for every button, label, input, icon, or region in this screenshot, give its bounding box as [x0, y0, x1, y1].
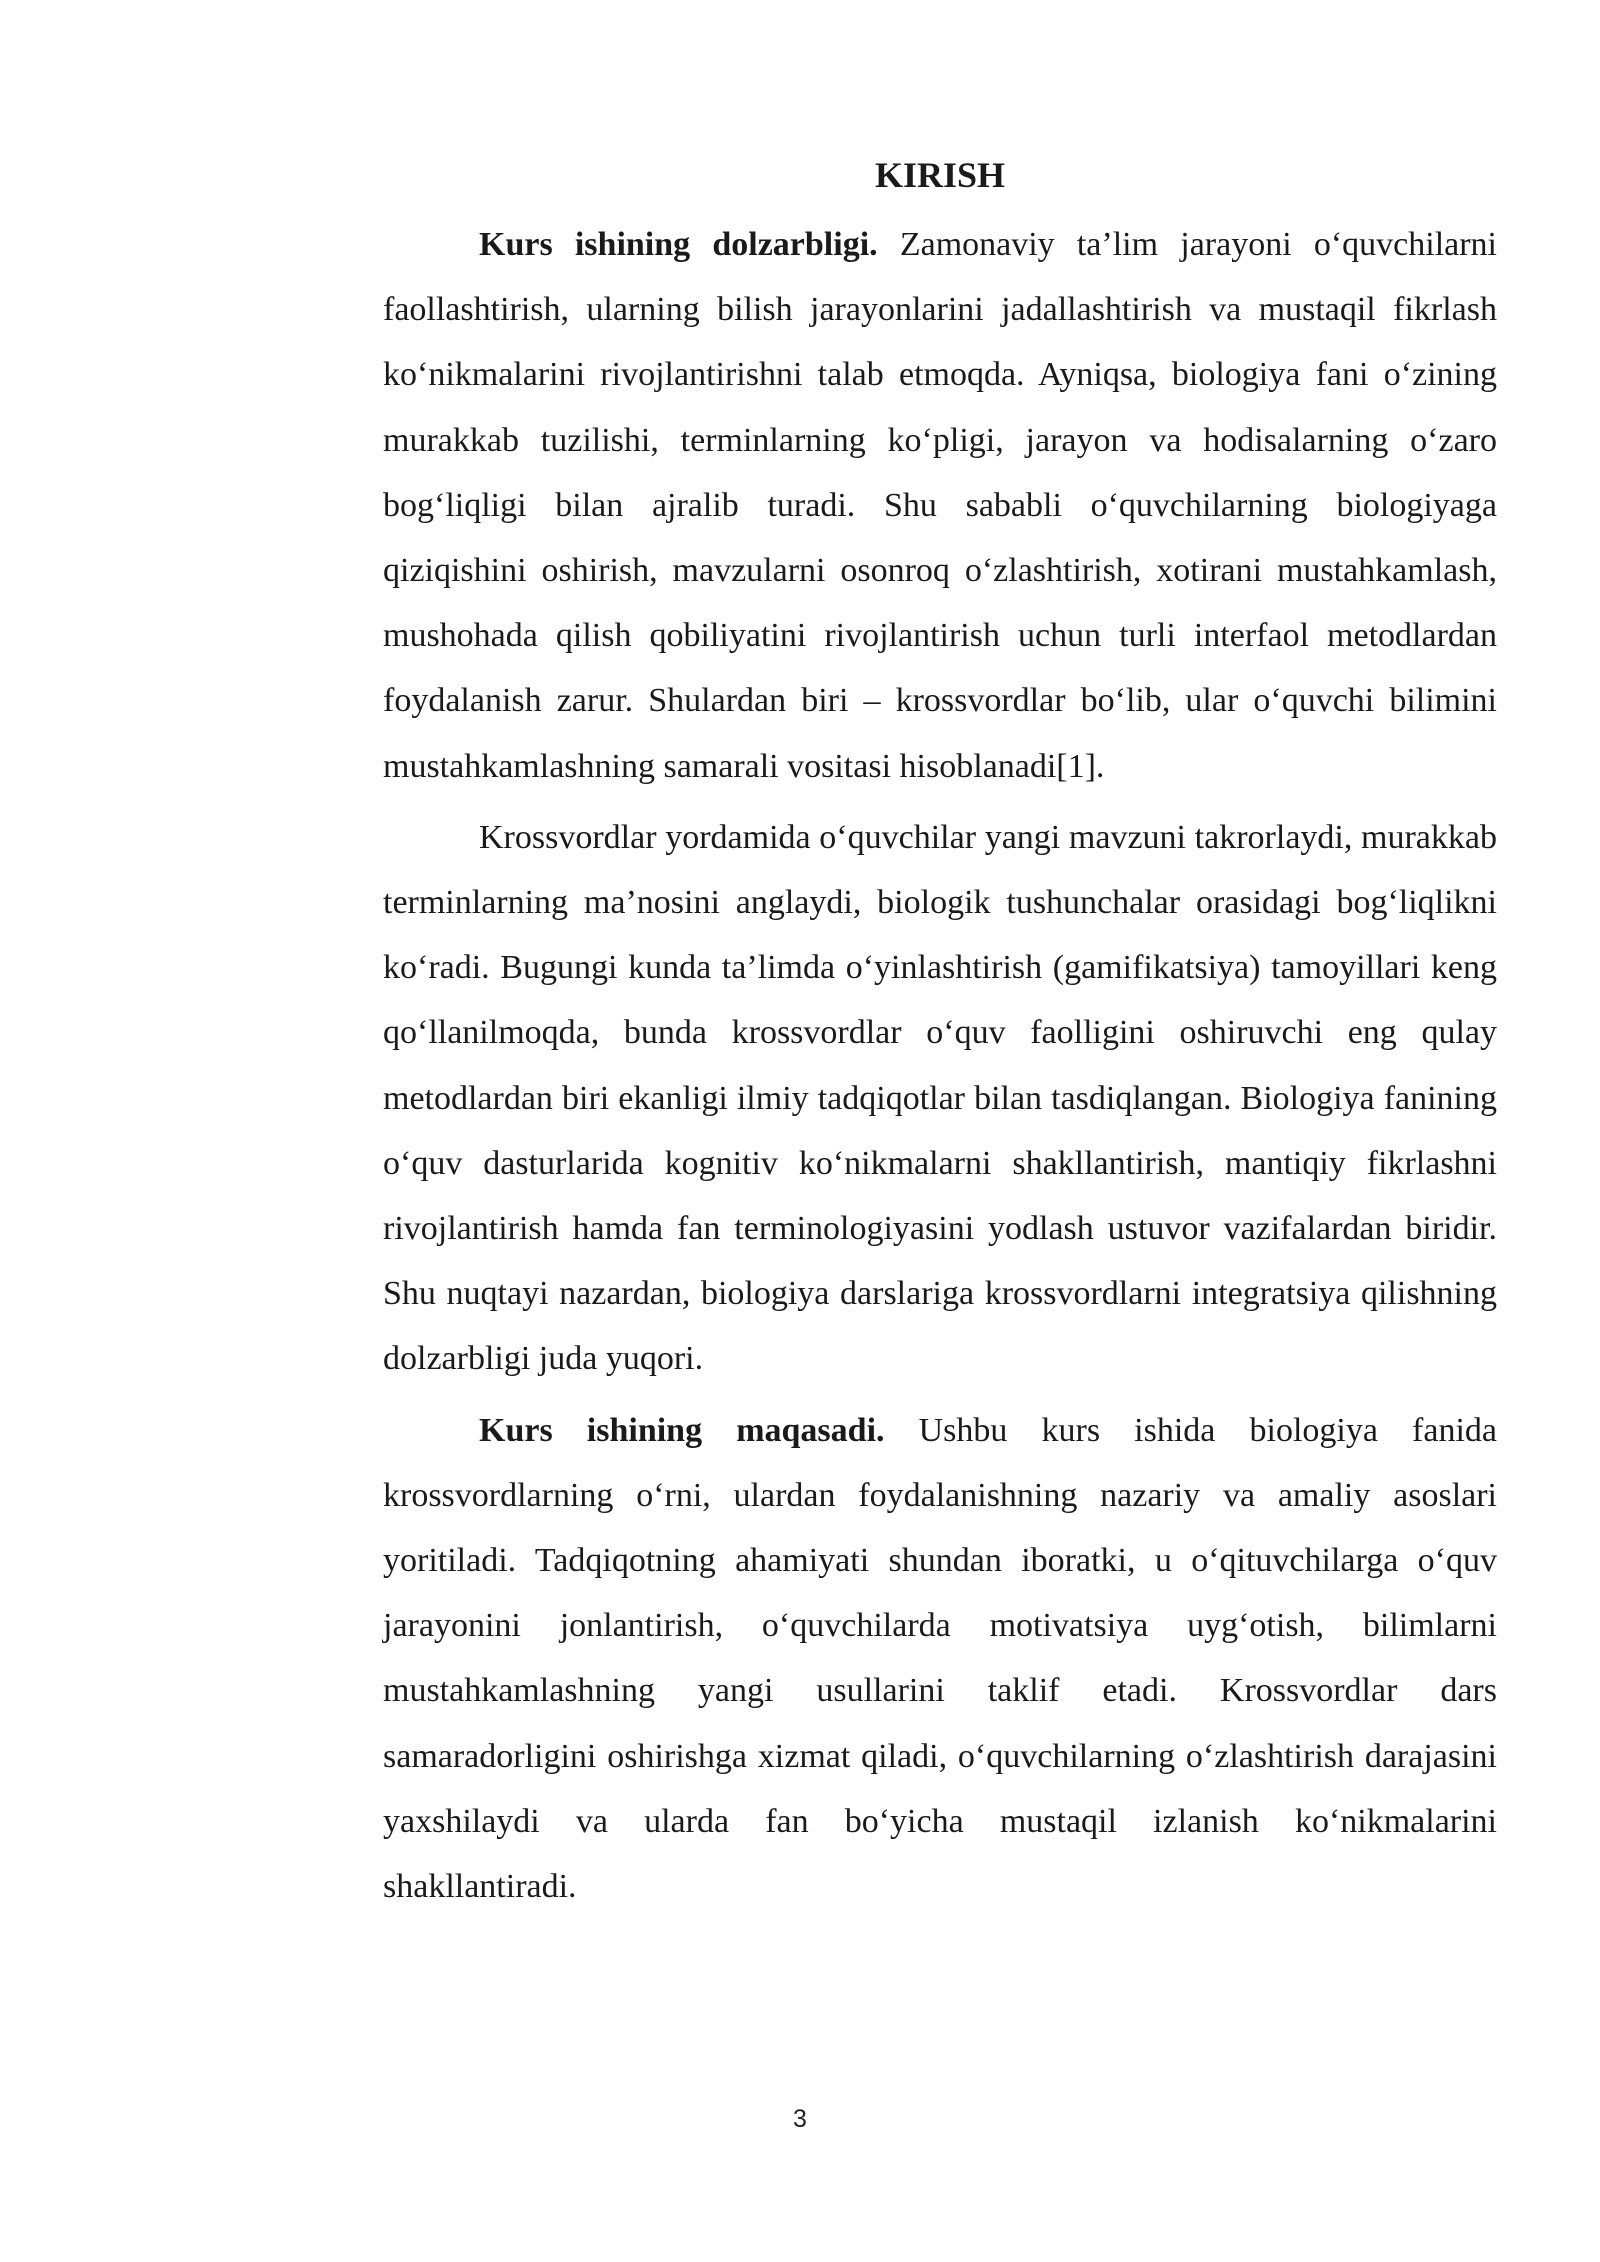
paragraph-relevance: [383, 212, 1497, 799]
paragraph-text: Krossvordlar yordamida o‘quvchilar yangi mavzuni takrorlaydi, murakkab terminlarning ma’nosini anglaydi, biologik tushunchalar orasidagi bog‘liqlikni ko‘radi. Bugungi kunda ta’limda o‘yinlashtirish (gamifikatsiya) tamoyillari keng qo‘llanilmoqda, bunda krossvordlar o‘quv faolligini oshiruvchi eng qulay metodlardan biri ekanligi ilmiy tadqiqotlar bilan tasdiqlangan. Biologiya fanining o‘quv dasturlarida kognitiv ko‘nikmalarni shakllantirish, mantiqiy fikrlashni rivojlantirish hamda fan terminologiyasini yodlash ustuvor vazifalardan biridir. Shu nuqtayi nazardan, biologiya darslariga krossvordlarni integratsiya qilishning dolzarbligi juda yuqori.: [383, 818, 1497, 1378]
document-page: [383, 148, 1497, 1925]
page-number: 3: [793, 2105, 807, 2133]
paragraph-text: Ushbu kurs ishida biologiya fanida krossvordlarning o‘rni, ulardan foydalanishning nazariy va amaliy asoslari yoritiladi. Tadqiqotning ahamiyati shundan iboratki, u o‘qituvchilarga o‘quv jarayonini jonlantirish, o‘quvchilarda motivatsiya uyg‘otish, bilimlarni mustahkamlashning yangi usullarini taklif etadi. Krossvordlar dars samaradorligini oshirishga xizmat qiladi, o‘quvchilarning o‘zlashtirish darajasini yaxshilaydi va ularda fan bo‘yicha mustaqil izlanish ko‘nikmalarini shakllantiradi.: [383, 1411, 1497, 1906]
paragraph-crosswords: [383, 805, 1497, 1392]
paragraph-lead: Kurs ishining dolzarbligi.: [479, 226, 878, 263]
section-heading: KIRISH: [874, 155, 1006, 195]
paragraph-goal: [383, 1398, 1497, 1920]
paragraph-text: Zamonaviy ta’lim jarayoni o‘quvchilarni faollashtirish, ularning bilish jarayonlarini jadallashtirish va mustaqil fikrlash ko‘nikmalarini rivojlantirishni talab etmoqda. Ayniqsa, biologiya fani o‘zining murakkab tuzilishi, terminlarning ko‘pligi, jarayon va hodisalarning o‘zaro bog‘liqligi bilan ajralib turadi. Shu sababli o‘quvchilarning biologiyaga qiziqishini oshirish, mavzularni osonroq o‘zlashtirish, xotirani mustahkamlash, mushohada qilish qobiliyatini rivojlantirish uchun turli interfaol metodlardan foydalanish zarur. Shulardan biri – krossvordlar bo‘lib, ular o‘quvchi bilimini mustahkamlashning samarali vositasi hisoblanadi[1].: [383, 226, 1497, 785]
paragraph-lead: Kurs ishining maqasadi.: [479, 1411, 885, 1449]
